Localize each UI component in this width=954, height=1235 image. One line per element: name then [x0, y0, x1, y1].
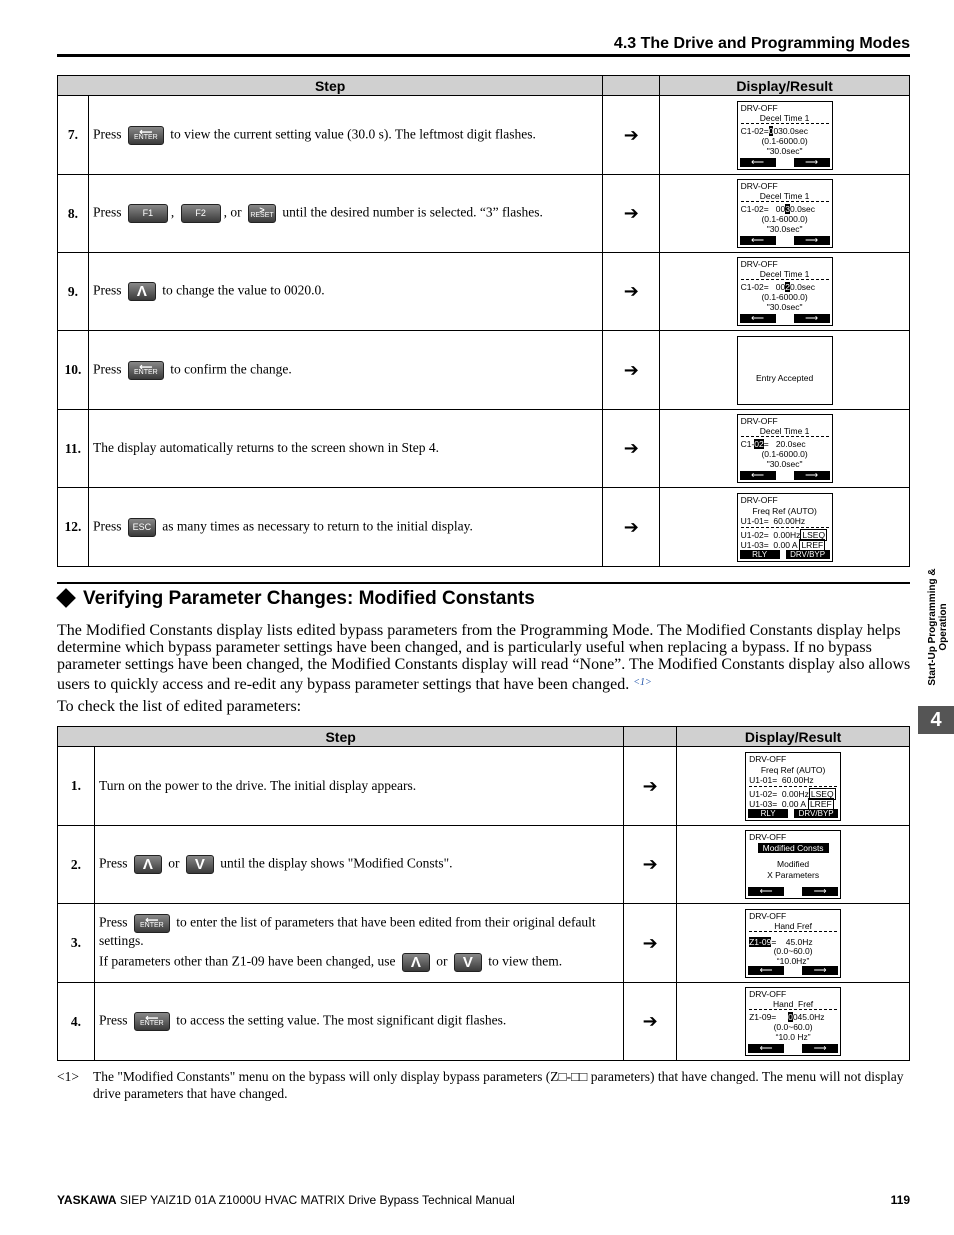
- lcd-nav: [740, 158, 830, 167]
- lcd-cursor: 3: [785, 204, 790, 214]
- lcd-nav: [740, 314, 830, 323]
- right-arrow-icon: ⟶: [794, 471, 830, 480]
- down-key-icon: [186, 855, 214, 874]
- key-label: ESC: [132, 521, 152, 532]
- lcd-line: [741, 540, 829, 550]
- lcd-text: C1-02= 00: [740, 282, 786, 292]
- enter-arrow-icon: ⟵: [139, 361, 153, 372]
- lcd-line: Hand Fref: [774, 920, 812, 931]
- left-arrow-icon: ⟵: [740, 471, 776, 480]
- table-row: [58, 175, 910, 253]
- table-row: [58, 410, 910, 488]
- result-arrow-icon: ➔: [624, 747, 677, 826]
- display-cell: [660, 253, 910, 331]
- left-arrow-icon: ⟵: [740, 158, 776, 167]
- step-description: [94, 826, 623, 904]
- col-display: Display/Result: [660, 76, 910, 96]
- footer-brand: YASKAWA: [57, 1193, 117, 1207]
- lcd-cursor: 2: [785, 282, 790, 292]
- lcd-divider: [741, 436, 829, 437]
- lcd-line: Decel Time 1: [759, 191, 810, 201]
- lcd-line: DRV-OFF: [740, 181, 778, 191]
- lseq-indicator: LSEQ: [810, 788, 834, 799]
- footnote-label: <1>: [57, 1069, 79, 1084]
- lcd-divider: [741, 123, 829, 124]
- display-cell: [660, 331, 910, 410]
- esc-key-icon: [128, 518, 156, 537]
- body-paragraph-2: To check the list of edited parameters:: [57, 698, 302, 715]
- lcd-text: U1-03= 0.00 A: [749, 798, 806, 809]
- lref-indicator: LREF: [801, 539, 824, 550]
- step-description: [88, 331, 602, 410]
- lcd-display: [737, 336, 833, 405]
- lcd-text: 0.0sec: [789, 282, 816, 292]
- step-number: 8.: [58, 175, 89, 253]
- desc-text: or: [436, 954, 448, 970]
- step-description: [94, 983, 623, 1061]
- key-label: F1: [142, 208, 154, 218]
- lcd-cursor: Z1-09: [749, 936, 772, 947]
- lcd-line: [741, 530, 829, 540]
- lcd-nav: [740, 236, 830, 245]
- enter-arrow-icon: ⟵: [145, 1013, 159, 1023]
- table-row: [58, 983, 910, 1061]
- lcd-line: DRV-OFF: [740, 494, 778, 505]
- lcd-nav: [748, 966, 838, 975]
- lcd-line: DRV-OFF: [749, 753, 787, 764]
- key-label: ENTER: [133, 368, 158, 376]
- table-row: [58, 96, 910, 175]
- enter-key-icon: [134, 1012, 170, 1031]
- lref-indicator: LREF: [809, 798, 832, 809]
- sidebar-text: Start-Up Programming & Operation: [927, 568, 949, 686]
- key-label: F2: [195, 208, 206, 218]
- result-arrow-icon: ➔: [603, 96, 660, 175]
- footnote-link[interactable]: <1>: [633, 676, 652, 688]
- lcd-line: [749, 799, 837, 809]
- lcd-line: “10.0Hz”: [776, 955, 810, 966]
- result-arrow-icon: ➔: [603, 410, 660, 488]
- lcd-display: [737, 179, 833, 248]
- lcd-divider: [749, 931, 837, 932]
- section-divider: [57, 582, 910, 584]
- chapter-sidebar: [918, 566, 954, 696]
- lcd-text: C1-: [740, 439, 755, 449]
- table-row: [58, 747, 910, 826]
- lcd-line: (0.1-6000.0): [761, 449, 808, 459]
- result-arrow-icon: ➔: [603, 175, 660, 253]
- up-key-icon: [134, 855, 162, 874]
- result-arrow-icon: ➔: [603, 331, 660, 410]
- body-paragraph: [57, 622, 912, 693]
- table-header: [58, 727, 910, 747]
- lcd-text: 030.0sec: [773, 125, 808, 136]
- lcd-display: [737, 493, 833, 562]
- enter-key-icon: [128, 126, 164, 145]
- rly-softkey: RLY: [740, 550, 780, 559]
- lcd-text: U1-02= 0.00Hz: [740, 529, 801, 540]
- desc-text: until the desired number is selected. “3” flashes.: [282, 204, 543, 220]
- display-cell: [677, 747, 910, 826]
- lcd-cursor: 0: [768, 125, 774, 136]
- desc-text: to view the current setting value (30.0 s). The leftmost digit flashes.: [170, 126, 536, 142]
- diamond-icon: [56, 588, 76, 608]
- lcd-text: U1-02= 0.00Hz: [749, 788, 809, 799]
- desc-text: If parameters other than Z1-09 have been changed, use: [98, 954, 396, 970]
- footnote-text: The "Modified Constants" menu on the bypass will only display bypass parameters (Z□-□□ parameters) that have changed. The menu will not display drive parameters that have changed.: [93, 1069, 904, 1101]
- lcd-line: "30.0sec": [766, 459, 803, 469]
- lcd-line: DRV-OFF: [740, 416, 778, 426]
- lcd-divider: [741, 201, 829, 202]
- lcd-nav: [748, 887, 838, 896]
- paragraph-text: The Modified Constants display lists edited bypass parameters from the Programming Mode. The Modified Constants display helps determine which bypass parameter settings have been changed, and is particularly useful when replacing a bypass. If no bypass parameter settings have been changed, the Modified Constants display will read “None”. The Modified Constants display also allows users to quickly access and re-edit any bypass parameter settings that have been changed.: [57, 622, 911, 693]
- lcd-text: C1-02=: [740, 125, 769, 136]
- col-blank: [624, 727, 677, 747]
- enter-key-icon: [134, 914, 170, 933]
- lcd-nav: [748, 1044, 838, 1053]
- lcd-line: Modified: [777, 859, 810, 869]
- result-arrow-icon: ➔: [603, 253, 660, 331]
- display-cell: [677, 826, 910, 904]
- desc-text: Press: [98, 1012, 128, 1028]
- lcd-menu-title: Modified Consts: [758, 843, 829, 853]
- col-step: Step: [58, 76, 603, 96]
- desc-text: to access the setting value. The most significant digit flashes.: [176, 1012, 507, 1028]
- left-arrow-icon: ⟵: [748, 966, 784, 975]
- footer-text: SIEP YAIZ1D 01A Z1000U HVAC MATRIX Drive Bypass Technical Manual: [116, 1193, 515, 1207]
- desc-text: or: [168, 855, 180, 871]
- lcd-line: “10.0 Hz”: [775, 1032, 811, 1042]
- left-arrow-icon: ⟵: [740, 314, 776, 323]
- display-cell: [660, 175, 910, 253]
- desc-text: ,: [170, 204, 175, 220]
- lcd-message: Entry Accepted: [756, 372, 814, 383]
- step-number: 12.: [58, 488, 89, 567]
- lcd-display: [737, 414, 833, 483]
- down-key-icon: [454, 953, 482, 972]
- f1-key-icon: [128, 204, 168, 223]
- lcd-line: [749, 843, 837, 853]
- lcd-line: DRV-OFF: [749, 910, 787, 921]
- lcd-divider: [741, 527, 829, 528]
- lcd-line: "30.0sec": [766, 302, 803, 312]
- table-row: [58, 904, 910, 983]
- display-cell: [677, 983, 910, 1061]
- lcd-divider: [749, 1009, 837, 1010]
- desc-text: Press: [92, 126, 122, 142]
- lcd-line: [749, 789, 837, 799]
- step-number: 1.: [58, 747, 95, 826]
- lcd-value-line: [749, 1012, 837, 1022]
- lcd-display: [737, 101, 833, 170]
- step-description: The display automatically returns to the screen shown in Step 4.: [88, 410, 602, 488]
- desc-text: Press: [98, 914, 128, 930]
- lcd-line: (0.1-6000.0): [761, 135, 808, 146]
- desc-text: Press: [92, 518, 122, 534]
- desc-text: , or: [223, 204, 242, 220]
- drv-byp-softkey: DRV/BYP: [786, 550, 830, 559]
- desc-text: Press: [92, 204, 122, 220]
- display-cell: [660, 96, 910, 175]
- enter-arrow-icon: ⟵: [145, 914, 159, 925]
- lcd-value-line: [741, 282, 829, 292]
- step-description: [88, 96, 602, 175]
- lcd-text: Z1-09=: [749, 1012, 789, 1022]
- lcd-value-line: [741, 439, 829, 449]
- result-arrow-icon: ➔: [624, 904, 677, 983]
- down-arrow-icon: V: [462, 954, 473, 972]
- lcd-cursor: 0: [788, 1012, 793, 1022]
- lcd-line: (0.0~60.0): [773, 945, 813, 956]
- key-label: RESET: [250, 212, 274, 220]
- lcd-nav: [748, 809, 838, 818]
- chapter-tab[interactable]: 4: [918, 706, 954, 734]
- section-title-text: Verifying Parameter Changes: Modified Constants: [83, 588, 535, 609]
- left-arrow-icon: ⟵: [748, 887, 784, 896]
- step-number: 2.: [58, 826, 95, 904]
- result-arrow-icon: ➔: [624, 983, 677, 1061]
- lcd-text: 0.0sec: [789, 204, 816, 214]
- right-arrow-icon: ⟶: [794, 236, 830, 245]
- lcd-line: Decel Time 1: [759, 426, 810, 436]
- page-footer: [57, 1193, 910, 1207]
- up-key-icon: [128, 282, 156, 301]
- lcd-line: (0.1-6000.0): [761, 214, 808, 224]
- col-step: Step: [58, 727, 624, 747]
- key-label: ENTER: [139, 921, 164, 929]
- step-number: 11.: [58, 410, 89, 488]
- lcd-line: Freq Ref (AUTO): [752, 505, 817, 516]
- lcd-line: Decel Time 1: [759, 269, 810, 279]
- steps-table-2: [57, 726, 910, 1061]
- desc-text: until the display shows "Modified Consts".: [220, 855, 453, 871]
- right-arrow-icon: ⟶: [802, 887, 838, 896]
- lcd-text: 045.0Hz: [792, 1012, 825, 1022]
- lcd-text: = 45.0Hz: [771, 936, 813, 947]
- lcd-line: "30.0sec": [766, 224, 803, 234]
- lcd-display: [745, 987, 841, 1056]
- page-number: 119: [890, 1193, 910, 1207]
- lcd-line: U1-01= 60.00Hz: [749, 774, 814, 785]
- table-header: [58, 76, 910, 96]
- step-number: 10.: [58, 331, 89, 410]
- right-arrow-icon: ⟶: [802, 966, 838, 975]
- lcd-line: (0.0~60.0): [773, 1022, 813, 1032]
- reset-arrow-icon: >: [259, 205, 265, 215]
- lcd-text: = 20.0sec: [763, 439, 806, 449]
- display-cell: [660, 488, 910, 567]
- desc-text: to view them.: [488, 954, 563, 970]
- desc-text: Press: [98, 855, 128, 871]
- desc-line: [99, 914, 619, 950]
- lcd-display: [737, 257, 833, 326]
- up-arrow-icon: Λ: [410, 954, 421, 972]
- drv-byp-softkey: DRV/BYP: [794, 809, 838, 818]
- lcd-line: X Parameters: [767, 870, 820, 880]
- step-number: 3.: [58, 904, 95, 983]
- lcd-value-line: [741, 126, 829, 136]
- steps-table-1: [57, 75, 910, 567]
- table-row: [58, 331, 910, 410]
- display-cell: [677, 904, 910, 983]
- desc-text: to enter the list of parameters that have been edited from their original default settings.: [98, 914, 596, 948]
- table-row: [58, 826, 910, 904]
- display-cell: [660, 410, 910, 488]
- step-number: 7.: [58, 96, 89, 175]
- lcd-divider: [749, 786, 837, 787]
- result-arrow-icon: ➔: [603, 488, 660, 567]
- section-title: [57, 588, 535, 610]
- lcd-line: DRV-OFF: [749, 989, 787, 999]
- lcd-text: U1-03= 0.00 A: [740, 539, 798, 550]
- key-label: ENTER: [139, 1020, 164, 1028]
- lseq-indicator: LSEQ: [802, 529, 826, 540]
- left-arrow-icon: ⟵: [740, 236, 776, 245]
- reset-key-icon: [248, 204, 276, 223]
- enter-key-icon: [128, 361, 164, 380]
- lcd-line: DRV-OFF: [749, 832, 787, 842]
- lcd-line: Hand Fref: [773, 999, 814, 1009]
- desc-text: to confirm the change.: [170, 361, 292, 377]
- lcd-cursor: 02: [754, 439, 764, 449]
- down-arrow-icon: V: [194, 856, 205, 873]
- table-row: [58, 253, 910, 331]
- lcd-line: U1-01= 60.00Hz: [740, 515, 806, 526]
- step-description: [88, 253, 602, 331]
- up-key-icon: [402, 953, 430, 972]
- left-arrow-icon: ⟵: [748, 1044, 784, 1053]
- up-arrow-icon: Λ: [136, 283, 147, 300]
- desc-text: as many times as necessary to return to the initial display.: [162, 518, 473, 534]
- lcd-line: (0.1-6000.0): [761, 292, 808, 302]
- lcd-line: DRV-OFF: [740, 102, 778, 113]
- enter-arrow-icon: ⟵: [139, 126, 153, 137]
- col-blank: [603, 76, 660, 96]
- header-title: 4.3 The Drive and Programming Modes: [613, 35, 910, 52]
- result-arrow-icon: ➔: [624, 826, 677, 904]
- desc-text: Press: [92, 282, 122, 298]
- step-description: [88, 175, 602, 253]
- step-description: [94, 904, 623, 983]
- lcd-nav: [740, 550, 830, 559]
- lcd-divider: [741, 279, 829, 280]
- step-number: 4.: [58, 983, 95, 1061]
- lcd-display: [745, 830, 841, 899]
- lcd-display: [745, 909, 841, 978]
- col-display: Display/Result: [677, 727, 910, 747]
- page-header: [57, 33, 910, 57]
- step-number: 9.: [58, 253, 89, 331]
- right-arrow-icon: ⟶: [802, 1044, 838, 1053]
- lcd-nav: [740, 471, 830, 480]
- desc-text: Press: [92, 361, 122, 377]
- lcd-value-line: [741, 204, 829, 214]
- key-label: ENTER: [133, 133, 158, 141]
- footnote: [57, 1068, 910, 1102]
- step-description: Turn on the power to the drive. The initial display appears.: [94, 747, 623, 826]
- lcd-line: DRV-OFF: [740, 259, 778, 269]
- desc-text: to change the value to 0020.0.: [162, 282, 325, 298]
- rly-softkey: RLY: [748, 809, 788, 818]
- table-row: [58, 488, 910, 567]
- up-arrow-icon: Λ: [142, 856, 153, 873]
- desc-line: [99, 953, 619, 972]
- right-arrow-icon: ⟶: [794, 314, 830, 323]
- lcd-line: "30.0sec": [766, 145, 803, 156]
- lcd-text: C1-02= 00: [740, 204, 786, 214]
- lcd-display: [745, 752, 841, 821]
- lcd-line: Freq Ref (AUTO): [760, 764, 826, 775]
- step-description: [88, 488, 602, 567]
- right-arrow-icon: ⟶: [794, 158, 830, 167]
- lcd-line: Decel Time 1: [759, 112, 810, 123]
- f2-key-icon: [181, 204, 221, 223]
